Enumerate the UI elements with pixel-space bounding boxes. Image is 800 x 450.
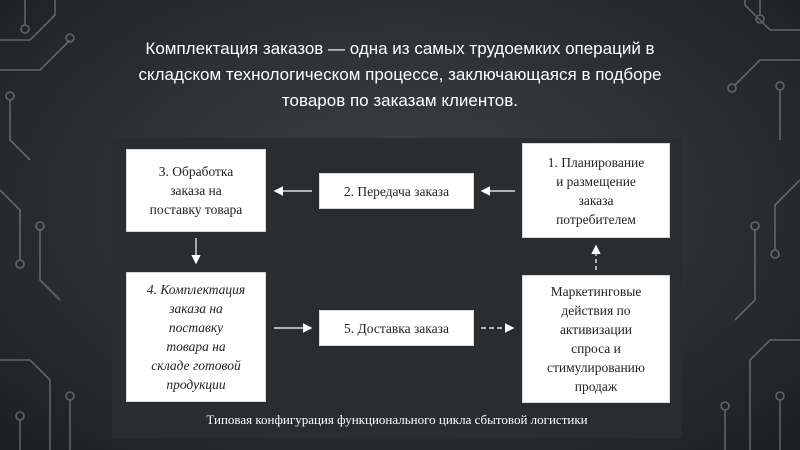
box-marketing-actions-line: Маркетинговые — [550, 284, 642, 299]
headline-line-1: Комплектация заказов — одна из самых трудоемких операций в — [145, 39, 655, 58]
diagram-caption: Типовая конфигурация функционального цикла сбытовой логистики — [206, 412, 588, 427]
box-order-picking-line: складе готовой — [151, 358, 241, 373]
box-order-processing-line: 3. Обработка — [158, 164, 234, 179]
box-order-picking — [126, 272, 266, 402]
headline-line-3: товаров по заказам клиентов. — [281, 91, 519, 110]
box-planning — [522, 143, 670, 238]
box-order-picking-line: товара на — [166, 339, 226, 354]
box-order-processing-line: заказа на — [170, 183, 222, 198]
box-marketing-actions — [522, 275, 670, 403]
box-order-delivery-label: 5. Доставка заказа — [344, 320, 449, 336]
box-order-delivery — [319, 310, 474, 346]
headline — [70, 36, 730, 114]
headline-line-2: складском технологическом процессе, заключающаяся в подборе — [138, 65, 662, 84]
box-order-picking-line: поставку — [168, 320, 224, 335]
box-planning-line: потребителем — [556, 211, 636, 227]
box-marketing-actions-line: спроса и — [571, 341, 621, 356]
box-order-transfer-label: 2. Передача заказа — [343, 183, 450, 199]
box-planning-line: 1. Планирование — [547, 154, 645, 170]
box-marketing-actions-line: стимулированию — [546, 360, 645, 375]
box-order-processing — [126, 149, 266, 232]
box-planning-line: и размещение — [556, 173, 636, 189]
box-marketing-actions-line: действия по — [561, 303, 631, 318]
box-marketing-actions-line: продаж — [574, 379, 618, 394]
box-order-picking-line: 4. Комплектация — [146, 282, 246, 297]
box-order-transfer — [319, 173, 474, 209]
box-order-processing-line: поставку товара — [149, 202, 243, 217]
box-planning-line: заказа — [578, 192, 614, 208]
box-order-picking-line: заказа на — [169, 301, 223, 316]
box-order-picking-line: продукции — [166, 377, 226, 392]
box-marketing-actions-line: активизации — [559, 322, 633, 337]
